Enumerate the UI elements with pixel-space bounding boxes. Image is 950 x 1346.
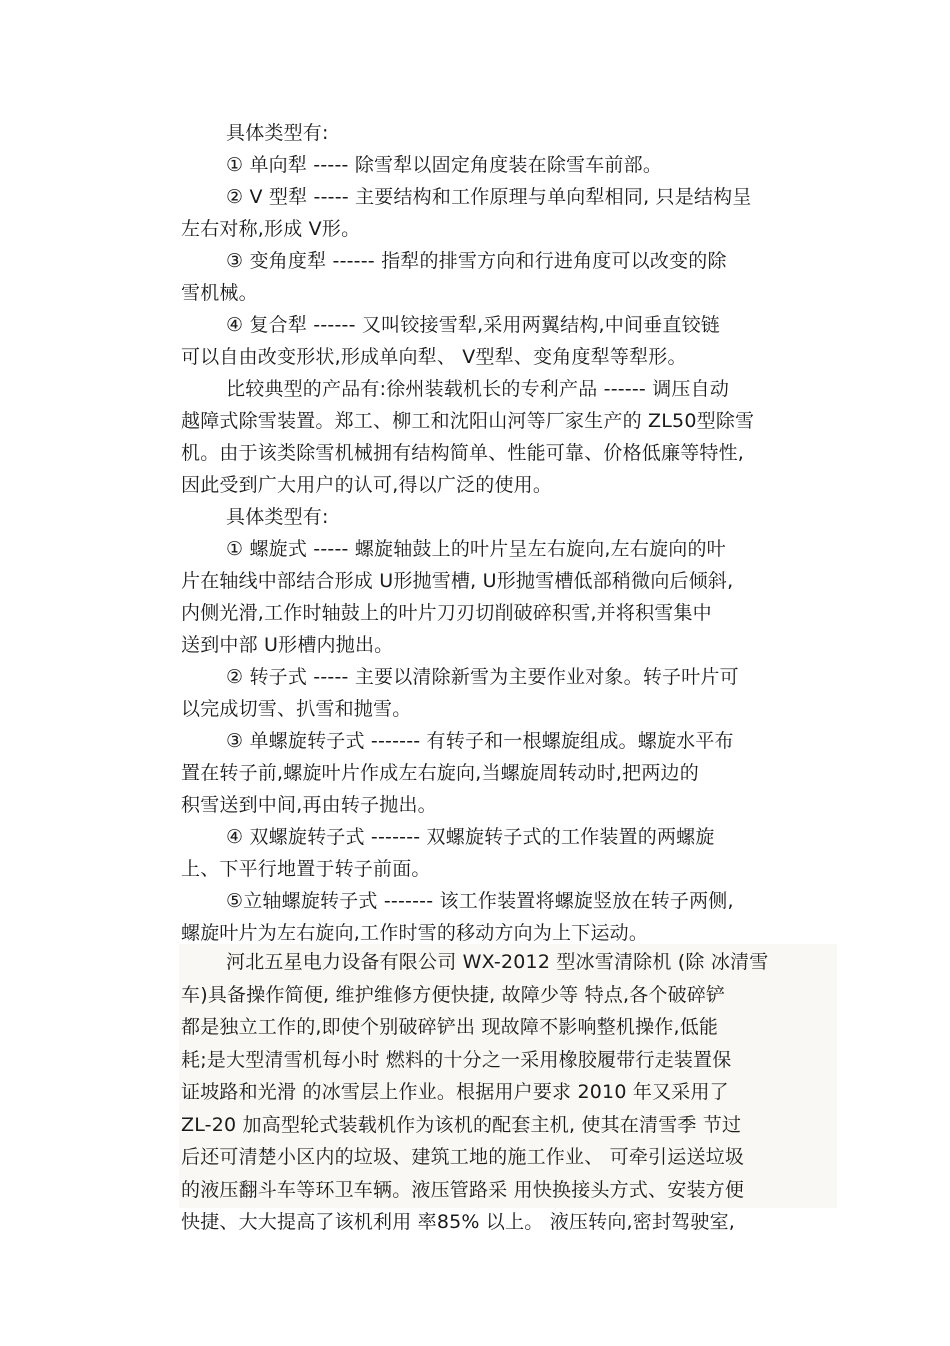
paragraph-line: 以完成切雪、扒雪和抛雪。 — [181, 698, 412, 720]
paragraph-line: 具体类型有: — [226, 506, 329, 528]
paragraph-line: 雪机械。 — [181, 282, 258, 304]
paragraph-line: 置在转子前,螺旋叶片作成左右旋向,当螺旋周转动时,把两边的 — [181, 762, 699, 784]
paragraph-line: 上、下平行地置于转子前面。 — [181, 858, 431, 880]
paragraph-line: 左右对称,形成 V形。 — [181, 218, 361, 240]
paragraph-line: ⑤立轴螺旋转子式 ------- 该工作装置将螺旋竖放在转子两侧, — [226, 890, 734, 912]
paragraph-line: 机。由于该类除雪机械拥有结构简单、性能可靠、价格低廉等特性, — [181, 442, 745, 464]
paragraph-line: 证坡路和光滑 的冰雪层上作业。根据用户要求 2010 年又采用了 — [181, 1081, 729, 1103]
paragraph-line: 越障式除雪装置。郑工、柳工和沈阳山河等厂家生产的 ZL50型除雪 — [181, 410, 755, 432]
paragraph-line: 都是独立工作的,即使个别破碎铲出 现故障不影响整机操作,低能 — [181, 1016, 719, 1038]
paragraph-line: 后还可清楚小区内的垃圾、建筑工地的施工作业、 可牵引运送垃圾 — [181, 1146, 745, 1168]
paragraph-line: 内侧光滑,工作时轴鼓上的叶片刀刃切削破碎积雪,并将积雪集中 — [181, 602, 712, 624]
paragraph-line: ④ 双螺旋转子式 ------- 双螺旋转子式的工作装置的两螺旋 — [226, 826, 715, 848]
paragraph-line: 车)具备操作简便, 维护维修方便快捷, 故障少等 特点,各个破碎铲 — [181, 983, 726, 1006]
paragraph-line: 可以自由改变形状,形成单向犁、 V型犁、变角度犁等犁形。 — [181, 346, 687, 368]
paragraph-line: 螺旋叶片为左右旋向,工作时雪的移动方向为上下运动。 — [181, 922, 649, 944]
paragraph-line: 比较典型的产品有:徐州装载机长的专利产品 ------ 调压自动 — [226, 378, 730, 400]
paragraph-line: ① 单向犁 ----- 除雪犁以固定角度装在除雪车前部。 — [226, 154, 663, 176]
paragraph-line: 积雪送到中间,再由转子抛出。 — [181, 794, 437, 816]
paragraph-line: ② 转子式 ----- 主要以清除新雪为主要作业对象。转子叶片可 — [226, 666, 739, 688]
paragraph-line: 送到中部 U形槽内抛出。 — [181, 634, 394, 656]
paragraph-line: 片在轴线中部结合形成 U形抛雪槽, U形抛雪槽低部稍微向后倾斜, — [181, 570, 734, 592]
paragraph-line: ③ 变角度犁 ------ 指犁的排雪方向和行进角度可以改变的除 — [226, 250, 727, 272]
paragraph-line: ④ 复合犁 ------ 又叫铰接雪犁,采用两翼结构,中间垂直铰链 — [226, 314, 720, 336]
paragraph-line: 耗;是大型清雪机每小时 燃料的十分之一采用橡胶履带行走装置保 — [181, 1048, 732, 1071]
paragraph-line: 的液压翻斗车等环卫车辆。液压管路采 用快换接头方式、安装方便 — [181, 1178, 745, 1201]
paragraph-line: ① 螺旋式 ----- 螺旋轴鼓上的叶片呈左右旋向,左右旋向的叶 — [226, 538, 726, 560]
paragraph-line: ③ 单螺旋转子式 ------- 有转子和一根螺旋组成。螺旋水平布 — [226, 730, 734, 752]
paragraph-line: ② V 型犁 ----- 主要结构和工作原理与单向犁相同, 只是结构呈 — [226, 186, 752, 208]
paragraph-line: 河北五星电力设备有限公司 WX-2012 型冰雪清除机 (除 冰清雪 — [226, 951, 769, 973]
text-body-section-2 — [181, 946, 841, 1239]
paragraph-line: 因此受到广大用户的认可,得以广泛的使用。 — [181, 474, 553, 496]
text-body-section-1 — [181, 117, 841, 949]
paragraph-line: ZL-20 加高型轮式装载机作为该机的配套主机, 使其在清雪季 节过 — [181, 1113, 742, 1136]
paragraph-line: 快捷、大大提高了该机利用 率85% 以上。 液压转向,密封驾驶室, — [181, 1211, 736, 1233]
paragraph-line: 具体类型有: — [226, 122, 329, 144]
